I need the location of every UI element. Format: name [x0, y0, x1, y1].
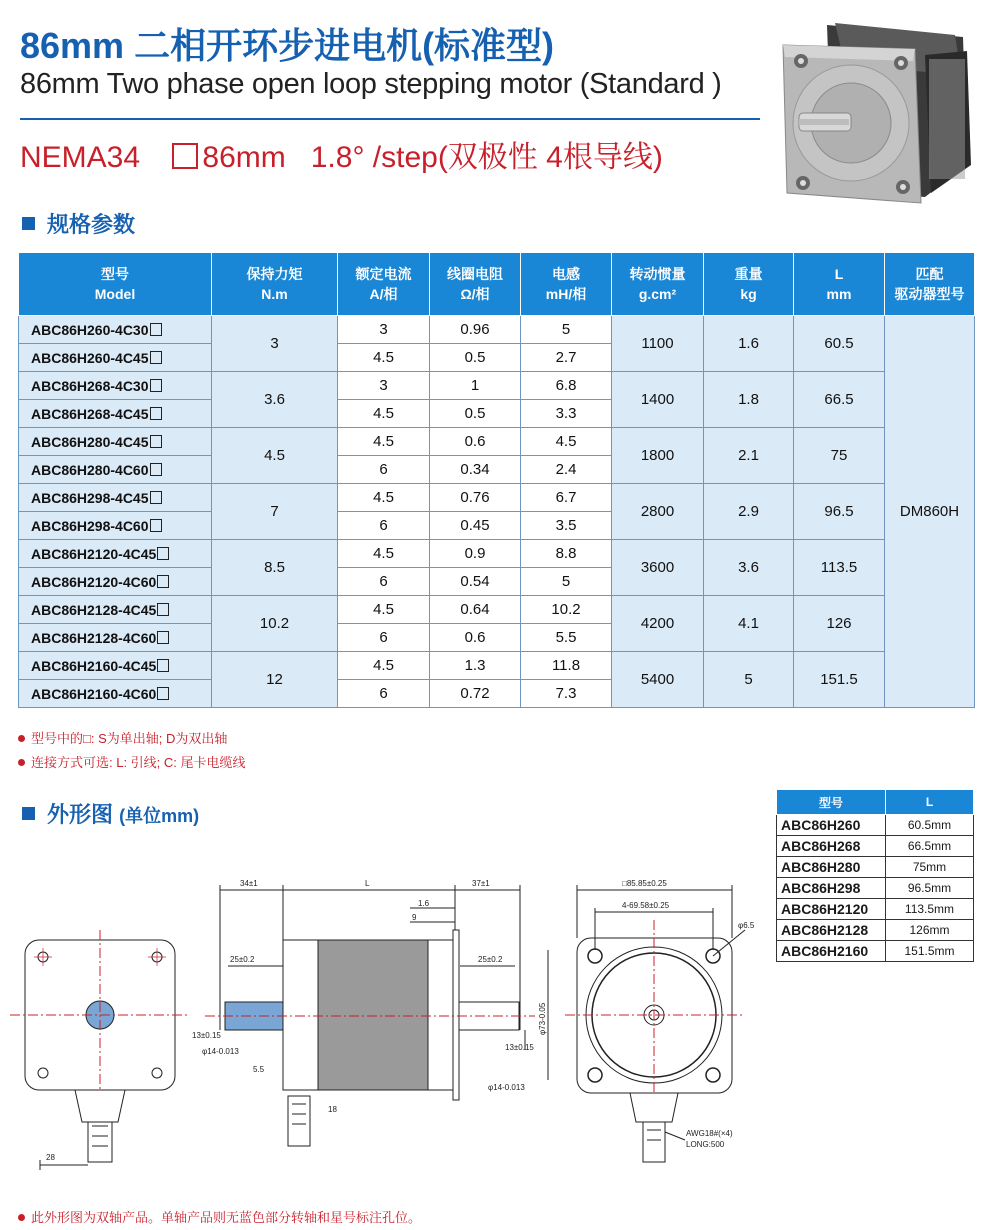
- resistance-cell: 0.34: [430, 456, 521, 484]
- spec-table-body: [19, 316, 975, 708]
- awg-label: AWG18#(×4): [686, 1129, 733, 1138]
- spec-header-8: [885, 253, 975, 316]
- inertia-cell: 4200: [612, 596, 704, 652]
- table-row: [777, 899, 974, 920]
- length-cell: 60.5: [794, 316, 885, 372]
- length-cell: 75: [794, 428, 885, 484]
- current-cell: 6: [338, 568, 430, 596]
- weight-cell: 1.6: [704, 316, 794, 372]
- model-cell: [19, 456, 212, 484]
- outline-drawing: [0, 860, 780, 1180]
- length-value-cell: 126mm: [886, 920, 974, 941]
- model-name: ABC86H2120-4C45: [31, 545, 157, 562]
- dim-phi6-5: φ6.5: [738, 921, 755, 930]
- model-name: ABC86H268-4C45: [31, 405, 149, 422]
- length-table: [776, 789, 974, 962]
- spec-header-line1: 保持力矩: [246, 266, 303, 282]
- resistance-cell: 0.6: [430, 624, 521, 652]
- note-connection: [18, 752, 246, 771]
- inductance-cell: 2.4: [521, 456, 612, 484]
- note-connection-text: 连接方式可选: L: 引线; C: 尾卡电缆线: [31, 755, 246, 770]
- resistance-cell: 1: [430, 372, 521, 400]
- square-bullet-icon: [22, 217, 35, 230]
- inductance-cell: 4.5: [521, 428, 612, 456]
- drawing-unit: (单位mm): [119, 806, 200, 826]
- model-cell: [19, 540, 212, 568]
- dim-phi14-right: φ14-0.013: [488, 1083, 525, 1092]
- resistance-cell: 0.5: [430, 400, 521, 428]
- footer-note-text: 此外形图为双轴产品。单轴产品则无蓝色部分转轴和星号标注孔位。: [31, 1210, 422, 1225]
- option-box-icon: [150, 463, 162, 476]
- dim-9: 9: [412, 913, 417, 922]
- current-cell: 4.5: [338, 596, 430, 624]
- spec-header-5: [612, 253, 704, 316]
- square-bullet-icon: [22, 807, 35, 820]
- model-cell: [19, 400, 212, 428]
- resistance-cell: 0.96: [430, 316, 521, 344]
- length-table-header-model: 型号: [777, 790, 886, 815]
- resistance-cell: 0.64: [430, 596, 521, 624]
- spec-header-4: [521, 253, 612, 316]
- current-cell: 3: [338, 372, 430, 400]
- length-model-cell: ABC86H298: [777, 878, 886, 899]
- dim-phi73: φ73-0.05: [538, 1002, 547, 1035]
- length-model-cell: ABC86H260: [777, 815, 886, 836]
- model-cell: [19, 568, 212, 596]
- spec-header-line1: 匹配: [915, 266, 944, 282]
- current-cell: 4.5: [338, 428, 430, 456]
- table-row: [777, 857, 974, 878]
- spec-table-header: [19, 253, 975, 316]
- driver-cell: DM860H: [885, 316, 975, 708]
- option-box-icon: [150, 491, 162, 504]
- option-box-icon: [150, 519, 162, 532]
- spec-header-6: [704, 253, 794, 316]
- option-box-icon: [157, 603, 169, 616]
- model-name: ABC86H2160-4C60: [31, 685, 157, 702]
- length-table-header-l: L: [886, 790, 974, 815]
- subtitle-rest: 86mm 1.8° /step(双极性 4根导线): [202, 141, 663, 174]
- length-value-cell: 113.5mm: [886, 899, 974, 920]
- weight-cell: 5: [704, 652, 794, 708]
- table-row: [777, 878, 974, 899]
- resistance-cell: 0.45: [430, 512, 521, 540]
- spec-header-line2: N.m: [261, 286, 288, 302]
- length-cell: 66.5: [794, 372, 885, 428]
- table-row: [777, 920, 974, 941]
- model-cell: [19, 624, 212, 652]
- dim-13-right: 13±0.15: [505, 1043, 534, 1052]
- model-cell: [19, 428, 212, 456]
- page-title-english: 86mm Two phase open loop stepping motor (Standard ): [20, 68, 722, 100]
- model-name: ABC86H2160-4C45: [31, 657, 157, 674]
- resistance-cell: 1.3: [430, 652, 521, 680]
- length-value-cell: 151.5mm: [886, 941, 974, 962]
- bullet-icon: [18, 759, 25, 766]
- spec-header-3: [430, 253, 521, 316]
- nema-label: NEMA34: [20, 141, 141, 174]
- inductance-cell: 2.7: [521, 344, 612, 372]
- spec-header-line2: g.cm²: [638, 286, 677, 302]
- motor-spec-subtitle: [20, 132, 663, 176]
- inductance-cell: 6.7: [521, 484, 612, 512]
- inductance-cell: 3.5: [521, 512, 612, 540]
- spec-header-line1: 重量: [734, 266, 763, 282]
- model-name: ABC86H260-4C45: [31, 349, 149, 366]
- length-value-cell: 96.5mm: [886, 878, 974, 899]
- dim-18: 18: [328, 1105, 337, 1114]
- inductance-cell: 5.5: [521, 624, 612, 652]
- spec-header-line2: kg: [740, 286, 757, 302]
- dim-37: 37±1: [472, 879, 490, 888]
- length-value-cell: 66.5mm: [886, 836, 974, 857]
- inductance-cell: 8.8: [521, 540, 612, 568]
- inductance-cell: 7.3: [521, 680, 612, 708]
- model-name: ABC86H298-4C45: [31, 489, 149, 506]
- spec-section-heading: [22, 208, 135, 239]
- length-table-body: [777, 815, 974, 962]
- dim-1-6: 1.6: [418, 899, 430, 908]
- table-row: [777, 836, 974, 857]
- torque-cell: 3.6: [212, 372, 338, 428]
- title-divider: [20, 118, 760, 120]
- length-cell: 126: [794, 596, 885, 652]
- current-cell: 6: [338, 624, 430, 652]
- dim-13-left: 13±0.15: [192, 1031, 221, 1040]
- spec-header-2: [338, 253, 430, 316]
- weight-cell: 1.8: [704, 372, 794, 428]
- option-box-icon: [157, 631, 169, 644]
- current-cell: 4.5: [338, 652, 430, 680]
- bullet-icon: [18, 1214, 25, 1221]
- length-model-cell: ABC86H268: [777, 836, 886, 857]
- motor-photo: [775, 15, 980, 205]
- note-shaft-text: 型号中的□: S为单出轴; D为双出轴: [31, 731, 228, 746]
- spec-header-line2: Ω/相: [460, 286, 490, 302]
- length-cell: 96.5: [794, 484, 885, 540]
- weight-cell: 2.1: [704, 428, 794, 484]
- page-title: 86mm 二相开环步进电机(标准型): [20, 25, 555, 66]
- length-cell: 151.5: [794, 652, 885, 708]
- spec-header-1: [212, 253, 338, 316]
- resistance-cell: 0.6: [430, 428, 521, 456]
- model-name: ABC86H298-4C60: [31, 517, 149, 534]
- length-model-cell: ABC86H2128: [777, 920, 886, 941]
- option-box-icon: [150, 379, 162, 392]
- resistance-cell: 0.76: [430, 484, 521, 512]
- spec-header-line1: 电感: [552, 266, 580, 282]
- inductance-cell: 11.8: [521, 652, 612, 680]
- current-cell: 6: [338, 456, 430, 484]
- model-name: ABC86H2128-4C60: [31, 629, 157, 646]
- model-name: ABC86H268-4C30: [31, 377, 149, 394]
- current-cell: 6: [338, 512, 430, 540]
- spec-header-line1: 型号: [101, 266, 129, 282]
- weight-cell: 2.9: [704, 484, 794, 540]
- spec-header-line1: 转动惯量: [629, 266, 686, 282]
- drawing-section-heading: [22, 798, 199, 829]
- table-row: [19, 428, 975, 456]
- weight-cell: 4.1: [704, 596, 794, 652]
- option-box-icon: [150, 351, 162, 364]
- resistance-cell: 0.54: [430, 568, 521, 596]
- table-row: [19, 652, 975, 680]
- model-name: ABC86H2120-4C60: [31, 573, 157, 590]
- footer-note: [18, 1207, 421, 1226]
- model-name: ABC86H2128-4C45: [31, 601, 157, 618]
- current-cell: 3: [338, 316, 430, 344]
- dim-25-right: 25±0.2: [478, 955, 503, 964]
- model-cell: [19, 344, 212, 372]
- table-row: [19, 372, 975, 400]
- spec-header-line1: L: [834, 266, 844, 282]
- model-cell: [19, 316, 212, 344]
- inertia-cell: 1400: [612, 372, 704, 428]
- inductance-cell: 5: [521, 568, 612, 596]
- torque-cell: 12: [212, 652, 338, 708]
- length-value-cell: 75mm: [886, 857, 974, 878]
- length-model-cell: ABC86H2120: [777, 899, 886, 920]
- current-cell: 4.5: [338, 484, 430, 512]
- spec-header-line2: mm: [826, 286, 852, 302]
- model-name: ABC86H280-4C60: [31, 461, 149, 478]
- note-shaft: [18, 728, 227, 747]
- square-icon: [172, 143, 198, 169]
- resistance-cell: 0.5: [430, 344, 521, 372]
- dim-69-58: 4-69.58±0.25: [622, 901, 670, 910]
- spec-header-line2: 驱动器型号: [894, 286, 965, 302]
- length-model-cell: ABC86H280: [777, 857, 886, 878]
- model-cell: [19, 372, 212, 400]
- inductance-cell: 6.8: [521, 372, 612, 400]
- model-cell: [19, 512, 212, 540]
- front-view-shaft-end: [10, 930, 190, 1170]
- model-name: ABC86H280-4C45: [31, 433, 149, 450]
- spec-table: [18, 252, 975, 708]
- spec-header-line2: mH/相: [545, 286, 587, 302]
- option-box-icon: [157, 575, 169, 588]
- spec-header-line1: 额定电流: [355, 266, 412, 282]
- spec-header-line1: 线圈电阻: [447, 266, 503, 282]
- torque-cell: 10.2: [212, 596, 338, 652]
- inertia-cell: 1100: [612, 316, 704, 372]
- inductance-cell: 5: [521, 316, 612, 344]
- model-cell: [19, 484, 212, 512]
- spec-header-0: [19, 253, 212, 316]
- spec-header-line2: Model: [94, 286, 136, 302]
- model-cell: [19, 652, 212, 680]
- side-view: [205, 885, 548, 1146]
- dim-28: 28: [46, 1153, 55, 1162]
- current-cell: 4.5: [338, 540, 430, 568]
- drawing-section-title: 外形图: [47, 802, 114, 827]
- torque-cell: 4.5: [212, 428, 338, 484]
- table-row: [777, 941, 974, 962]
- length-cell: 113.5: [794, 540, 885, 596]
- length-model-cell: ABC86H2160: [777, 941, 886, 962]
- inertia-cell: 1800: [612, 428, 704, 484]
- torque-cell: 8.5: [212, 540, 338, 596]
- dim-25-left: 25±0.2: [230, 955, 255, 964]
- torque-cell: 3: [212, 316, 338, 372]
- option-box-icon: [157, 687, 169, 700]
- table-row: [19, 540, 975, 568]
- resistance-cell: 0.9: [430, 540, 521, 568]
- option-box-icon: [150, 323, 162, 336]
- dim-5-5: 5.5: [253, 1065, 265, 1074]
- spec-header-line2: A/相: [369, 286, 398, 302]
- back-view: [565, 885, 745, 1162]
- dim-phi14-left: φ14-0.013: [202, 1047, 239, 1056]
- dim-l: L: [365, 879, 370, 888]
- table-row: [19, 484, 975, 512]
- current-cell: 6: [338, 680, 430, 708]
- table-row: [19, 596, 975, 624]
- table-row: [777, 815, 974, 836]
- option-box-icon: [150, 407, 162, 420]
- inertia-cell: 2800: [612, 484, 704, 540]
- model-name: ABC86H260-4C30: [31, 321, 149, 338]
- current-cell: 4.5: [338, 400, 430, 428]
- inertia-cell: 5400: [612, 652, 704, 708]
- inertia-cell: 3600: [612, 540, 704, 596]
- inductance-cell: 10.2: [521, 596, 612, 624]
- dim-85-85: □85.85±0.25: [622, 879, 667, 888]
- weight-cell: 3.6: [704, 540, 794, 596]
- model-cell: [19, 680, 212, 708]
- option-box-icon: [150, 435, 162, 448]
- inductance-cell: 3.3: [521, 400, 612, 428]
- dim-34: 34±1: [240, 879, 258, 888]
- length-value-cell: 60.5mm: [886, 815, 974, 836]
- option-box-icon: [157, 659, 169, 672]
- resistance-cell: 0.72: [430, 680, 521, 708]
- spec-header-7: [794, 253, 885, 316]
- spec-section-title: 规格参数: [47, 212, 136, 237]
- table-row: [19, 316, 975, 344]
- bullet-icon: [18, 735, 25, 742]
- torque-cell: 7: [212, 484, 338, 540]
- long-label: LONG:500: [686, 1140, 725, 1149]
- current-cell: 4.5: [338, 344, 430, 372]
- model-cell: [19, 596, 212, 624]
- option-box-icon: [157, 547, 169, 560]
